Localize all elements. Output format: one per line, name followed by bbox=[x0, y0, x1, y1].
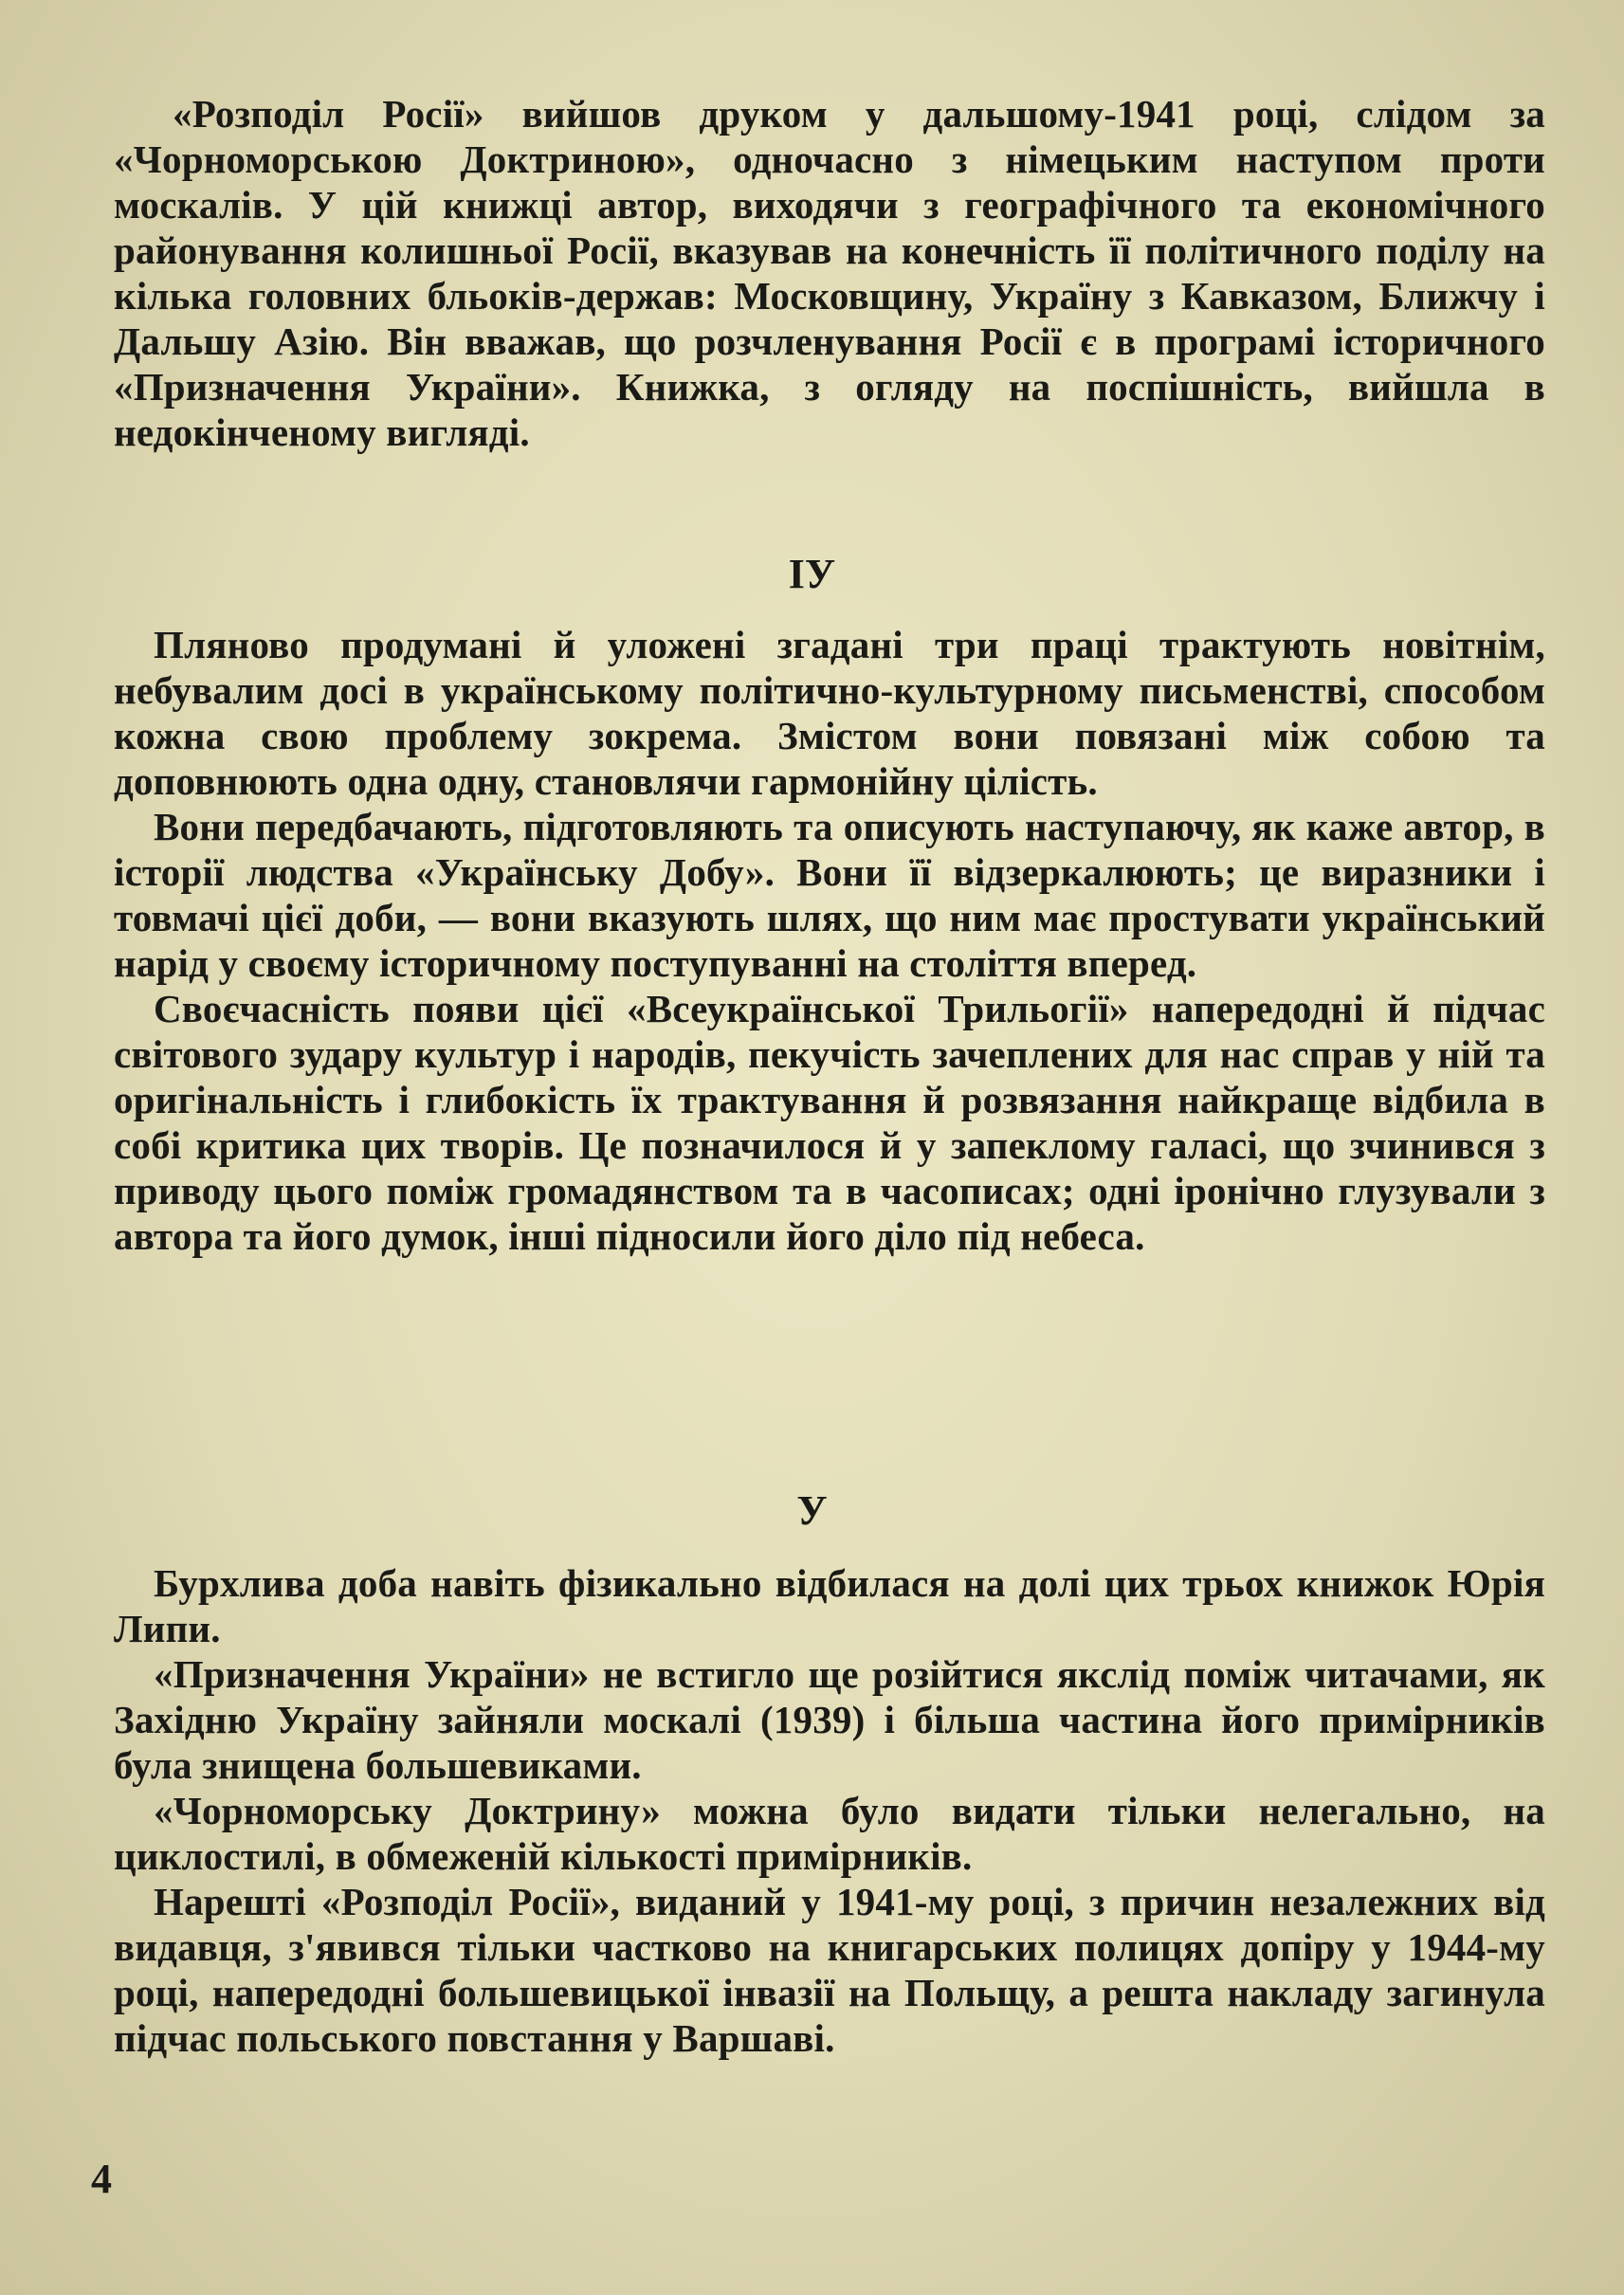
section-5-body bbox=[114, 1560, 1545, 2061]
section-4-heading: ІУ bbox=[788, 551, 836, 597]
paragraph: «Розподіл Росії» вийшов друком у дальшому-1941 році, слідом за «Чорноморською Доктриною», одночасно з німецьким наступом проти москалів. У цій книжці автор, виходячи з географічного та економічного районування колишньої Росії, вказував на конечність її політичного поділу на кілька головних бльоків-держав: Московщину, Україну з Кавказом, Ближчу і Дальшу Азію. Він вважав, що розчленування Росії є в програмі історичного «Призначення України». Книжка, з огляду на поспішність, вийшла в недокінченому вигляді. bbox=[114, 92, 1545, 454]
paragraph: «Чорноморську Доктрину» можна було видати тільки нелегально, на циклостилі, в обмеженій кількості примірників. bbox=[114, 1789, 1545, 1878]
section-3-continuation bbox=[114, 91, 1545, 455]
paragraph: Нарешті «Розподіл Росії», виданий у 1941-му році, з причин незалежних від видавця, з'явився тільки частково на книгарських полицях допіру у 1944-му році, напередодні большевицької інвазії на Польщу, а решта накладу загинула підчас польського повстання у Варшаві. bbox=[114, 1880, 1545, 2060]
paragraph: Вони передбачають, підготовляють та описують наступаючу, як каже автор, в історії людства «Українську Добу». Вони її відзеркалюють; це виразники і товмачі цієї доби, — вони вказують шлях, що ним має простувати український нарід у своєму історичному поступуванні на століття вперед. bbox=[114, 805, 1545, 985]
paragraph: Бурхлива доба навіть фізикально відбилася на долі цих трьох книжок Юрія Липи. bbox=[114, 1561, 1545, 1650]
section-4-body bbox=[114, 622, 1545, 1259]
paragraph: Пляново продумані й уложені згадані три праці трактують новітнім, небувалим досі в українському політично-культурному письменстві, способом кожна свою проблему зокрема. Змістом вони повязані між собою та доповнюють одна одну, становлячи гармонійну цілість. bbox=[114, 623, 1545, 803]
section-5-heading: У bbox=[796, 1487, 828, 1534]
paragraph: Своєчасність появи цієї «Всеукраїнської Трильогії» напередодні й підчас світового зудару культур і народів, пекучість зачеплених для нас справ у ній та оригінальність і глибокість їх трактування й розвязання найкраще відбила в собі критика цих творів. Це позначилося й у запеклому галасі, що зчинився з приводу цього поміж громадянством та в часописах; одні іронічно глузували з автора та його думок, інші підносили його діло під небеса. bbox=[114, 987, 1545, 1258]
page-number: 4 bbox=[91, 2156, 112, 2202]
paragraph: «Призначення України» не встигло ще розійтися якслід поміж читачами, як Західню Україну зайняли москалі (1939) і більша частина його примірників була знищена большевиками. bbox=[114, 1652, 1545, 1787]
